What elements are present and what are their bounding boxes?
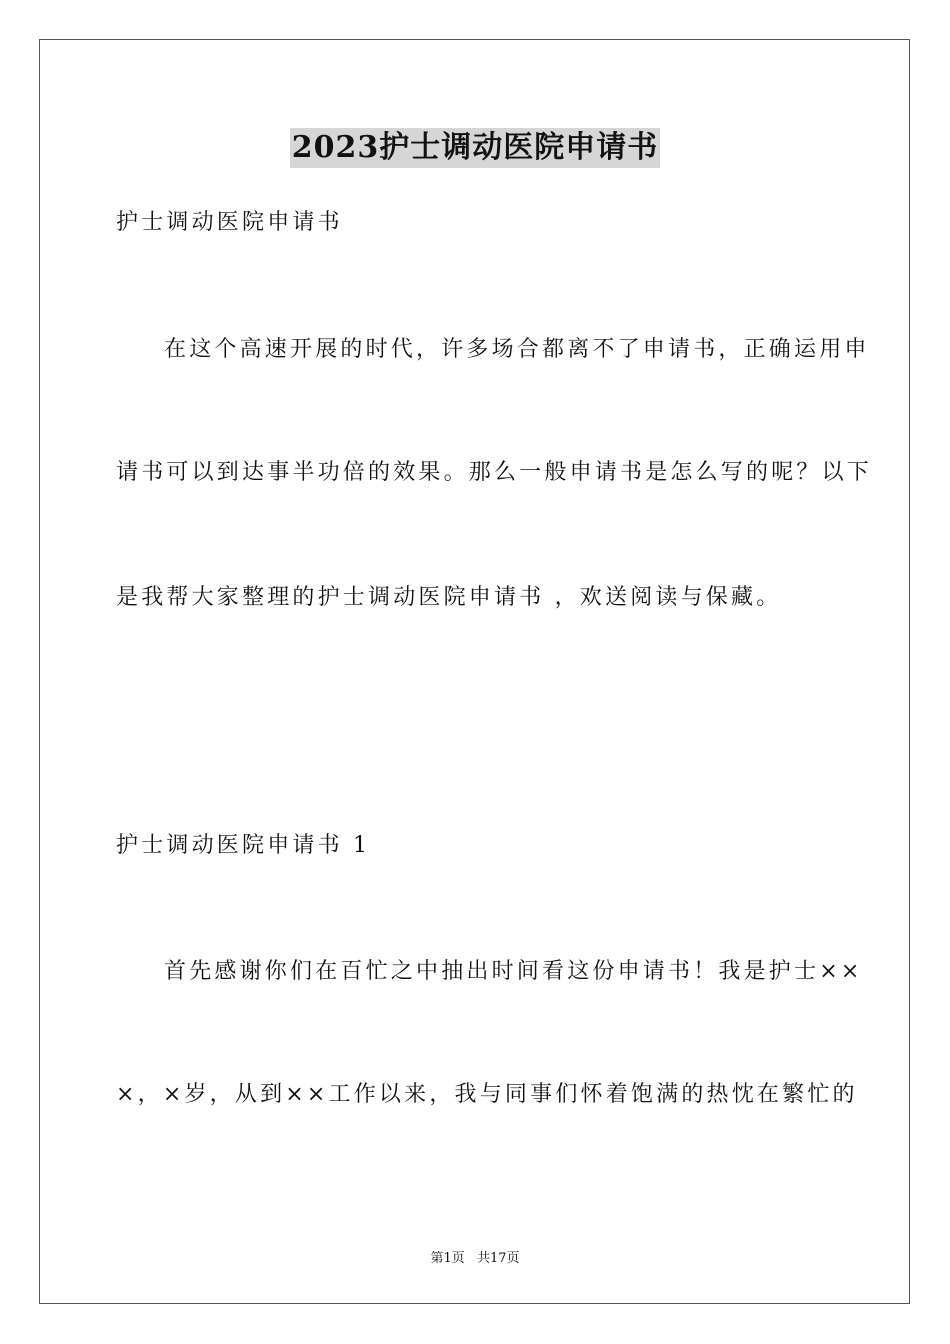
body-line-2: ×，×岁，从到××工作以来，我与同事们怀着饱满的热忱在繁忙的 <box>116 1082 858 1107</box>
document-title: 2023护士调动医院申请书 <box>290 128 661 168</box>
page-footer <box>0 1247 950 1266</box>
intro-line-3: 是我帮大家整理的护士调动医院申请书 ，欢送阅读与保藏。 <box>116 585 782 610</box>
body-line-1: 首先感谢你们在百忙之中抽出时间看这份申请书！我是护士×× <box>164 959 863 984</box>
page-total: 共17页 <box>476 1251 520 1266</box>
page-number: 第1页 <box>430 1251 465 1266</box>
intro-line-2: 请书可以到达事半功倍的效果。那么一般申请书是怎么写的呢？以下 <box>116 460 873 485</box>
intro-line-1: 在这个高速开展的时代，许多场合都离不了申请书，正确运用申 <box>164 337 870 362</box>
document-title-block <box>0 128 950 168</box>
section-heading: 护士调动医院申请书 1 <box>116 833 371 858</box>
document-subtitle: 护士调动医院申请书 <box>116 210 343 235</box>
